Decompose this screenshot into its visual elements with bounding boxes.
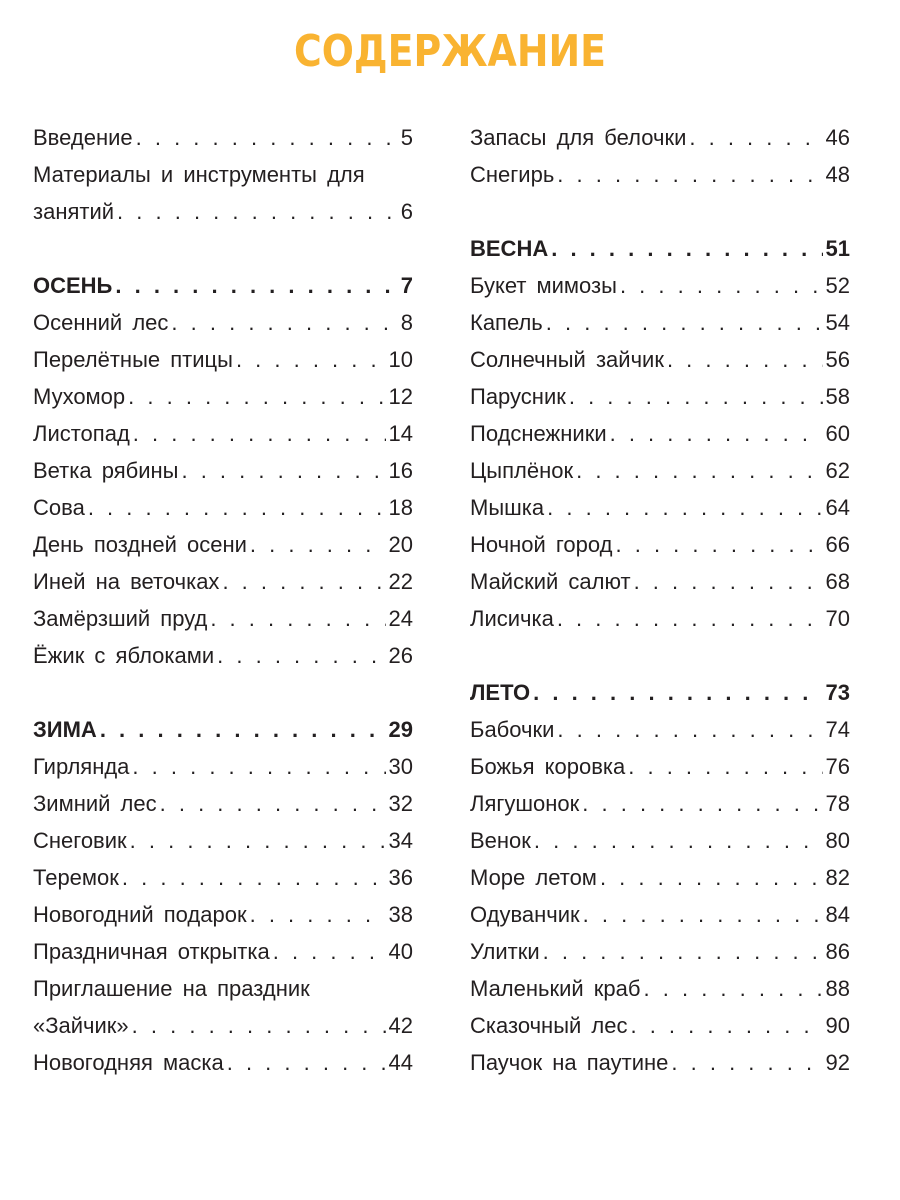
dot-leader bbox=[667, 341, 823, 378]
page-number: 82 bbox=[825, 865, 850, 890]
page-number: 46 bbox=[825, 125, 850, 150]
toc-entry bbox=[470, 1007, 850, 1044]
entry-title: Теремок bbox=[33, 865, 119, 890]
toc-section-heading bbox=[470, 230, 850, 267]
dot-leader bbox=[181, 452, 385, 489]
page-number: 64 bbox=[825, 495, 850, 520]
toc-entry bbox=[470, 489, 850, 526]
entry-title: Листопад bbox=[33, 421, 130, 446]
toc-entry bbox=[470, 859, 850, 896]
dot-leader bbox=[534, 822, 823, 859]
toc-entry bbox=[470, 970, 850, 1007]
toc-entry bbox=[470, 119, 850, 156]
dot-leader bbox=[547, 489, 822, 526]
toc-entry bbox=[470, 822, 850, 859]
toc-entry bbox=[470, 452, 850, 489]
dot-leader bbox=[630, 1007, 822, 1044]
entry-title: Иней на веточках bbox=[33, 569, 220, 594]
entry-title: Венок bbox=[470, 828, 531, 853]
entry-title: Перелётные птицы bbox=[33, 347, 233, 372]
page-number: 68 bbox=[825, 569, 850, 594]
dot-leader bbox=[543, 933, 823, 970]
page-number: 40 bbox=[388, 939, 413, 964]
entry-title: Майский салют bbox=[470, 569, 631, 594]
page-number: 5 bbox=[400, 125, 413, 150]
dot-leader bbox=[557, 711, 822, 748]
entry-title: Ёжик с яблоками bbox=[33, 643, 215, 668]
page-number: 54 bbox=[825, 310, 850, 335]
page-number: 12 bbox=[388, 384, 413, 409]
entry-title: Сказочный лес bbox=[470, 1013, 628, 1038]
page-number: 6 bbox=[400, 199, 413, 224]
toc-entry bbox=[33, 637, 413, 674]
toc-section-heading bbox=[470, 674, 850, 711]
page-number: 92 bbox=[825, 1050, 850, 1075]
entry-title: Лисичка bbox=[470, 606, 554, 631]
entry-title: Ночной город bbox=[470, 532, 613, 557]
toc-entry bbox=[470, 563, 850, 600]
dot-leader bbox=[644, 970, 823, 1007]
dot-leader bbox=[546, 304, 823, 341]
dot-leader bbox=[582, 785, 822, 822]
toc-section-heading bbox=[33, 711, 413, 748]
entry-title: занятий bbox=[33, 199, 115, 224]
spacer bbox=[470, 637, 850, 674]
dot-leader bbox=[583, 896, 823, 933]
dot-leader bbox=[557, 156, 822, 193]
entry-title: Запасы для белочки bbox=[470, 125, 687, 150]
page-number: 74 bbox=[825, 717, 850, 742]
page-number: 51 bbox=[825, 236, 850, 261]
entry-title: День поздней осени bbox=[33, 532, 247, 557]
toc-entry bbox=[33, 859, 413, 896]
page-number: 73 bbox=[825, 680, 850, 705]
toc-entry bbox=[470, 415, 850, 452]
dot-leader bbox=[551, 230, 822, 267]
dot-leader bbox=[689, 119, 822, 156]
toc-entry bbox=[33, 378, 413, 415]
toc-entry bbox=[33, 1007, 413, 1044]
toc-entry bbox=[470, 526, 850, 563]
entry-title: Новогодняя маска bbox=[33, 1050, 224, 1075]
toc-entry-wrapped-line bbox=[33, 156, 413, 193]
dot-leader bbox=[533, 674, 822, 711]
page-number: 42 bbox=[388, 1013, 413, 1038]
dot-leader bbox=[122, 859, 386, 896]
dot-leader bbox=[616, 526, 823, 563]
entry-title: «Зайчик» bbox=[33, 1013, 129, 1038]
toc-column-left bbox=[33, 119, 413, 1081]
dot-leader bbox=[171, 304, 397, 341]
entry-title: Маленький краб bbox=[470, 976, 641, 1001]
toc-entry-wrapped-line bbox=[33, 970, 413, 1007]
spacer bbox=[33, 230, 413, 267]
toc-entry bbox=[33, 896, 413, 933]
toc-entry bbox=[470, 156, 850, 193]
dot-leader bbox=[88, 489, 386, 526]
entry-title: Гирлянда bbox=[33, 754, 130, 779]
toc-entry bbox=[470, 896, 850, 933]
page-number: 26 bbox=[388, 643, 413, 668]
page-number: 36 bbox=[388, 865, 413, 890]
entry-title: Парусник bbox=[470, 384, 566, 409]
page-number: 56 bbox=[825, 347, 850, 372]
dot-leader bbox=[136, 119, 398, 156]
toc-entry bbox=[33, 489, 413, 526]
page-number: 22 bbox=[388, 569, 413, 594]
entry-title: Приглашение на праздник bbox=[33, 976, 310, 1001]
dot-leader bbox=[210, 600, 385, 637]
page-number: 29 bbox=[388, 717, 413, 742]
toc-entry bbox=[470, 304, 850, 341]
toc-entry bbox=[33, 193, 413, 230]
entry-title: Мухомор bbox=[33, 384, 126, 409]
dot-leader bbox=[132, 748, 385, 785]
toc-entry bbox=[470, 267, 850, 304]
page-number: 8 bbox=[400, 310, 413, 335]
toc-entry bbox=[33, 822, 413, 859]
page-number: 86 bbox=[825, 939, 850, 964]
dot-leader bbox=[115, 267, 397, 304]
dot-leader bbox=[160, 785, 386, 822]
toc-entry bbox=[33, 526, 413, 563]
page-number: 16 bbox=[388, 458, 413, 483]
dot-leader bbox=[671, 1044, 822, 1081]
entry-title: Цыплёнок bbox=[470, 458, 574, 483]
toc-section-heading bbox=[33, 267, 413, 304]
entry-title: ВЕСНА bbox=[470, 236, 549, 261]
entry-title: Море летом bbox=[470, 865, 597, 890]
toc-entry bbox=[33, 452, 413, 489]
entry-title: Сова bbox=[33, 495, 85, 520]
toc-entry bbox=[470, 785, 850, 822]
toc-column-right bbox=[470, 119, 850, 1081]
entry-title: Введение bbox=[33, 125, 133, 150]
toc-entry bbox=[470, 933, 850, 970]
page-number: 7 bbox=[400, 273, 413, 298]
page-number: 78 bbox=[825, 791, 850, 816]
dot-leader bbox=[634, 563, 823, 600]
page-number: 84 bbox=[825, 902, 850, 927]
entry-title: ЗИМА bbox=[33, 717, 97, 742]
entry-title: Солнечный зайчик bbox=[470, 347, 664, 372]
page-number: 48 bbox=[825, 162, 850, 187]
entry-title: Новогодний подарок bbox=[33, 902, 247, 927]
entry-title: ОСЕНЬ bbox=[33, 273, 113, 298]
page-number: 52 bbox=[825, 273, 850, 298]
entry-title: Божья коровка bbox=[470, 754, 626, 779]
toc-entry bbox=[33, 119, 413, 156]
entry-title: Одуванчик bbox=[470, 902, 580, 927]
entry-title: Снегирь bbox=[470, 162, 555, 187]
page-number: 14 bbox=[388, 421, 413, 446]
toc-entry bbox=[33, 563, 413, 600]
dot-leader bbox=[576, 452, 822, 489]
toc-entry bbox=[33, 1044, 413, 1081]
page-number: 90 bbox=[825, 1013, 850, 1038]
dot-leader bbox=[217, 637, 385, 674]
entry-title: Лягушонок bbox=[470, 791, 580, 816]
page-number: 18 bbox=[388, 495, 413, 520]
entry-title: Замёрзший пруд bbox=[33, 606, 208, 631]
dot-leader bbox=[273, 933, 386, 970]
toc-entry bbox=[470, 711, 850, 748]
dot-leader bbox=[100, 711, 386, 748]
page-number: 38 bbox=[388, 902, 413, 927]
entry-title: Зимний лес bbox=[33, 791, 157, 816]
entry-title: Материалы и инструменты для bbox=[33, 162, 365, 187]
dot-leader bbox=[130, 822, 386, 859]
dot-leader bbox=[117, 193, 398, 230]
dot-leader bbox=[128, 378, 385, 415]
entry-title: Мышка bbox=[470, 495, 545, 520]
toc-entry bbox=[33, 415, 413, 452]
dot-leader bbox=[222, 563, 385, 600]
entry-title: Капель bbox=[470, 310, 543, 335]
page-number: 88 bbox=[825, 976, 850, 1001]
dot-leader bbox=[569, 378, 823, 415]
page-number: 58 bbox=[825, 384, 850, 409]
toc-entry bbox=[470, 378, 850, 415]
dot-leader bbox=[557, 600, 823, 637]
page-number: 30 bbox=[388, 754, 413, 779]
page-number: 20 bbox=[388, 532, 413, 557]
page-number: 66 bbox=[825, 532, 850, 557]
toc-entry bbox=[33, 933, 413, 970]
toc-entry bbox=[470, 341, 850, 378]
page-title: СОДЕРЖАНИЕ bbox=[293, 26, 607, 77]
entry-title: Снеговик bbox=[33, 828, 127, 853]
dot-leader bbox=[236, 341, 386, 378]
page-number: 44 bbox=[388, 1050, 413, 1075]
entry-title: Ветка рябины bbox=[33, 458, 179, 483]
entry-title: Паучок на паутине bbox=[470, 1050, 669, 1075]
page-number: 62 bbox=[825, 458, 850, 483]
toc-entry bbox=[470, 1044, 850, 1081]
entry-title: Праздничная открытка bbox=[33, 939, 270, 964]
dot-leader bbox=[620, 267, 823, 304]
toc-entry bbox=[470, 748, 850, 785]
entry-title: Бабочки bbox=[470, 717, 555, 742]
dot-leader bbox=[133, 415, 386, 452]
page-number: 60 bbox=[825, 421, 850, 446]
page-number: 32 bbox=[388, 791, 413, 816]
page-number: 24 bbox=[388, 606, 413, 631]
dot-leader bbox=[250, 896, 386, 933]
toc-entry bbox=[33, 748, 413, 785]
page-number: 70 bbox=[825, 606, 850, 631]
toc-entry bbox=[33, 304, 413, 341]
page-number: 80 bbox=[825, 828, 850, 853]
toc-entry bbox=[33, 341, 413, 378]
entry-title: Подснежники bbox=[470, 421, 607, 446]
dot-leader bbox=[600, 859, 823, 896]
spacer bbox=[470, 193, 850, 230]
entry-title: Улитки bbox=[470, 939, 540, 964]
toc-entry bbox=[33, 600, 413, 637]
spacer bbox=[33, 674, 413, 711]
entry-title: ЛЕТО bbox=[470, 680, 531, 705]
toc-entry bbox=[33, 785, 413, 822]
dot-leader bbox=[250, 526, 386, 563]
entry-title: Осенний лес bbox=[33, 310, 169, 335]
dot-leader bbox=[610, 415, 823, 452]
dot-leader bbox=[132, 1007, 386, 1044]
entry-title: Букет мимозы bbox=[470, 273, 617, 298]
dot-leader bbox=[227, 1044, 386, 1081]
toc-entry bbox=[470, 600, 850, 637]
page-number: 10 bbox=[388, 347, 413, 372]
dot-leader bbox=[628, 748, 822, 785]
page-number: 76 bbox=[825, 754, 850, 779]
page-number: 34 bbox=[388, 828, 413, 853]
